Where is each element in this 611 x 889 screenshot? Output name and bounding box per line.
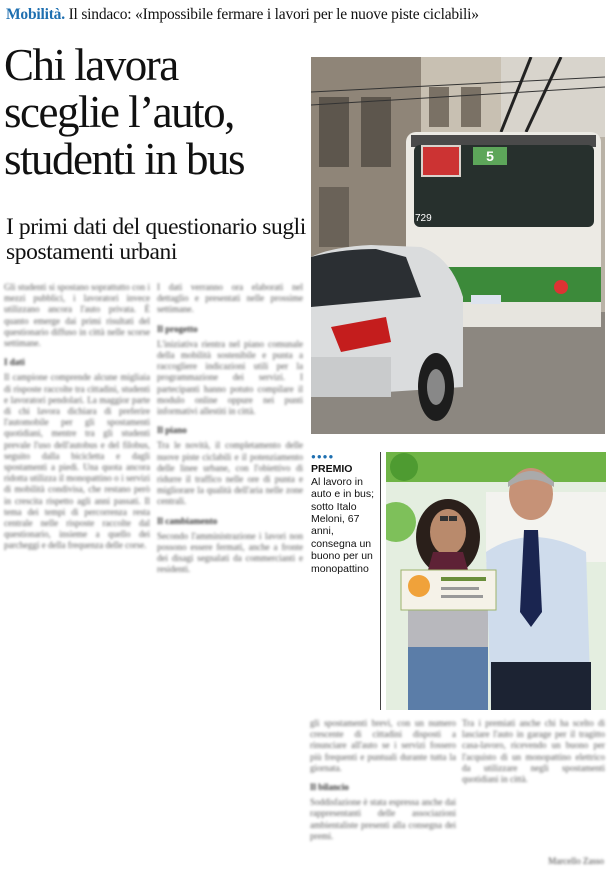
photo-caption <box>311 451 381 575</box>
award-illustration <box>386 452 606 710</box>
kicker-text: Il sindaco: «Impossibile fermare i lavori per le nuove piste ciclabili» <box>68 6 479 23</box>
body-column-2: I dati verranno ora elaborati nel dettaglio e presentati nelle prossime settimane. Il progetto L'iniziativa rientra nel piano comunale della mobilità sostenibile e punta a raccogliere indicazioni utili per la programmazione dei servizi. I partecipanti hanno potuto compilare il modulo online oppure nei punti informativi allestiti in città. Il piano Tra le novità, il completamento delle nuove piste ciclabili e il potenziamento delle linee urbane, con l'obiettivo di ridurre il traffico nelle ore di punta e migliorare la qualità dell'aria nelle zone centrali. Il cambiamento Secondo l'amministrazione i lavori non possono essere fermati, anche a fronte dei disagi segnalati da commercianti e residenti. <box>157 282 303 575</box>
bus-route-number: 5 <box>486 148 494 164</box>
car-bus-illustration <box>311 57 605 434</box>
body-column-1: Gli studenti si spostano soprattutto con i mezzi pubblici, i lavoratori invece utilizzano ancora l'auto privata. È quanto emerge dai primi risultati del questionario diffuso in città nelle scorse settimane. I dati Il campione comprende alcune migliaia di risposte raccolte tra cittadini, studenti e lavoratori pendolari. La maggior parte di chi lavora dichiara di preferire l'automobile per gli spostamenti quotidiani, mentre tra gli studenti prevale l'uso dell'autobus e del filobus, seguito dalla bicicletta e dagli spostamenti a piedi. Una quota ancora ridotta utilizza il monopattino o i servizi di mobilità condivisa, che restano però in crescita rispetto agli anni passati. Il tema dei tempi di percorrenza resta centrale nelle risposte raccolte dal questionario, insieme a quello dei parcheggi e della frequenza delle corse. <box>4 282 150 551</box>
author-signature: Marcello Zasso <box>548 856 604 866</box>
photo-divider <box>380 452 381 710</box>
article-kicker <box>6 6 606 24</box>
body-column-4: Tra i premiati anche chi ha scelto di lasciare l'auto in garage per il tragitto casa-lavoro, ricevendo un buono per l'acquisto di un monopattino elettrico da utilizzare negli spostamenti quotidiani in città. <box>462 718 605 785</box>
headline-line-2: sceglie l’auto, <box>4 87 234 137</box>
caption-label: PREMIO <box>311 463 353 476</box>
photo-award <box>386 452 606 710</box>
headline-line-3: studenti in bus <box>4 134 245 184</box>
photo-car-and-bus <box>311 57 605 434</box>
caption-text: Al lavoro in auto e in bus; sotto Italo Meloni, 67 anni, consegna un buono per un monopattino <box>311 475 375 575</box>
article-headline <box>4 42 304 183</box>
bus-fleet-number: 729 <box>415 213 432 224</box>
kicker-section: Mobilità. <box>6 6 65 23</box>
caption-dots-icon: ●●●● <box>311 452 335 461</box>
article-subhead: I primi dati del questionario sugli spostamenti urbani <box>6 214 306 265</box>
headline-line-1: Chi lavora <box>4 40 178 90</box>
body-column-3: gli spostamenti brevi, con un numero crescente di cittadini disposti a rinunciare all'auto se i servizi fossero più frequenti e puntuali durante tutta la giornata. Il bilancio Soddisfazione è stata espressa anche dai rappresentanti delle associazioni ambientaliste presenti alla consegna dei premi. <box>310 718 456 841</box>
